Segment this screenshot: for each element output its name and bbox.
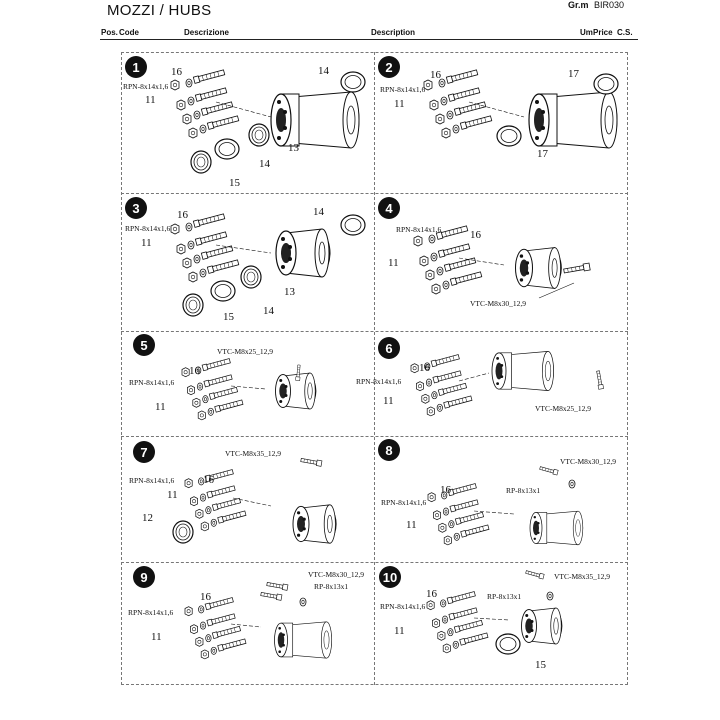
panel-10 (374, 562, 628, 685)
callout: 11 (406, 519, 417, 531)
callout: 12 (142, 512, 153, 524)
col-code: Code (119, 28, 139, 37)
callout: VTC-M8x30_12,9 (470, 299, 527, 308)
position-number: 10 (379, 566, 401, 588)
group-code: BIR030 (594, 0, 625, 10)
position-number: 8 (378, 439, 400, 461)
hub (530, 511, 583, 545)
washer (547, 592, 553, 600)
callout: 11 (155, 401, 166, 413)
col-description: Description (371, 28, 416, 37)
washer (300, 598, 306, 606)
ring (497, 126, 521, 146)
washer (569, 480, 575, 488)
ring (341, 72, 365, 92)
bearing (249, 124, 269, 146)
callout: 11 (167, 489, 178, 501)
bolt-set (171, 69, 239, 138)
callout: 11 (151, 631, 162, 643)
callout: RP-8x13x1 (506, 486, 541, 495)
callout: RPN-8x14x1,6 (380, 85, 426, 94)
panel-5 (121, 331, 374, 436)
callout: 14 (259, 158, 270, 170)
callout: 14 (313, 206, 324, 218)
callout: RPN-8x14x1,6 (356, 377, 402, 386)
callout: 11 (394, 625, 405, 637)
callout: RPN-8x14x1,6 (128, 608, 174, 617)
hub (293, 505, 336, 543)
callout: 11 (145, 94, 156, 106)
callout: 16 (430, 69, 441, 81)
bearing (191, 151, 211, 173)
callout: 17 (568, 68, 579, 80)
hub (516, 248, 562, 289)
callout: 15 (223, 311, 234, 323)
screw (261, 591, 282, 600)
position-number: 2 (378, 56, 400, 78)
position-number: 7 (133, 441, 155, 463)
callout: 16 (203, 474, 214, 486)
panel-2 (374, 52, 628, 193)
callout: VTC-M8x30_12,9 (560, 457, 617, 466)
callout: 14 (263, 305, 274, 317)
callout: 16 (200, 591, 211, 603)
callout: RPN-8x14x1,6 (123, 82, 169, 91)
callout: VTC-M8x25_12,9 (217, 347, 274, 356)
callout: 11 (388, 257, 399, 269)
col-pos: Pos. (101, 28, 118, 37)
ring (211, 281, 235, 301)
panel-8 (374, 436, 628, 562)
hub (275, 622, 332, 658)
screw (525, 570, 544, 579)
callout: VTC-M8x25_12,9 (535, 404, 592, 413)
ring (594, 74, 618, 94)
col-um: Um (580, 28, 593, 37)
panel-3 (121, 193, 374, 331)
position-number: 4 (378, 197, 400, 219)
panel-4 (374, 193, 628, 331)
callout: VTC-M8x35_12,9 (225, 449, 282, 458)
callout: 15 (229, 177, 240, 189)
callout: 16 (470, 229, 481, 241)
hub (522, 608, 563, 644)
position-number: 5 (133, 334, 155, 356)
ring (215, 139, 239, 159)
screw (267, 581, 288, 590)
col-cs: C.S. (617, 28, 633, 37)
callout: 11 (394, 98, 405, 110)
position-number: 9 (133, 566, 155, 588)
callout: 16 (419, 362, 430, 374)
position-number: 3 (125, 197, 147, 219)
callout: RPN-8x14x1,6 (396, 225, 442, 234)
bearing (183, 294, 203, 316)
ring-nut (173, 521, 193, 543)
callout: RPN-8x14x1,6 (129, 476, 175, 485)
position-number: 1 (125, 56, 147, 78)
col-price: Price (593, 28, 613, 37)
page-title: MOZZI / HUBS (107, 2, 212, 19)
callout: RP-8x13x1 (314, 582, 349, 591)
callout: RPN-8x14x1,6 (125, 224, 171, 233)
callout: RPN-8x14x1,6 (380, 602, 426, 611)
screw (596, 371, 604, 390)
screw (301, 457, 322, 466)
callout: 11 (141, 237, 152, 249)
callout: 16 (426, 588, 437, 600)
callout: RP-8x13x1 (487, 592, 522, 601)
callout: 16 (189, 365, 200, 377)
panel-1 (121, 52, 374, 193)
panel-7 (121, 436, 374, 562)
position-number: 6 (378, 337, 400, 359)
callout: 15 (535, 659, 546, 671)
panel-6 (356, 331, 628, 436)
col-descrizione: Descrizione (184, 28, 229, 37)
hub (271, 92, 359, 148)
callout: 16 (177, 209, 188, 221)
callout: 11 (383, 395, 394, 407)
hub (492, 351, 554, 390)
callout: RPN-8x14x1,6 (381, 498, 427, 507)
group-label: Gr.m (568, 0, 589, 10)
hub (529, 92, 617, 148)
callout: RPN-8x14x1,6 (129, 378, 175, 387)
callout: VTC-M8x35_12,9 (554, 572, 611, 581)
screw (539, 466, 558, 475)
header-rule (100, 39, 638, 40)
ring (341, 215, 365, 235)
callout: VTC-M8x30_12,9 (308, 570, 365, 579)
callout: 14 (318, 65, 329, 77)
panel-9 (121, 562, 374, 685)
screw (563, 263, 590, 274)
callout: 16 (440, 484, 451, 496)
callout: 13 (284, 286, 295, 298)
bearing (241, 266, 261, 288)
callout: 17 (537, 148, 548, 160)
hub (276, 229, 330, 277)
ring (496, 634, 520, 654)
callout: 16 (171, 66, 182, 78)
callout: 13 (288, 142, 299, 154)
